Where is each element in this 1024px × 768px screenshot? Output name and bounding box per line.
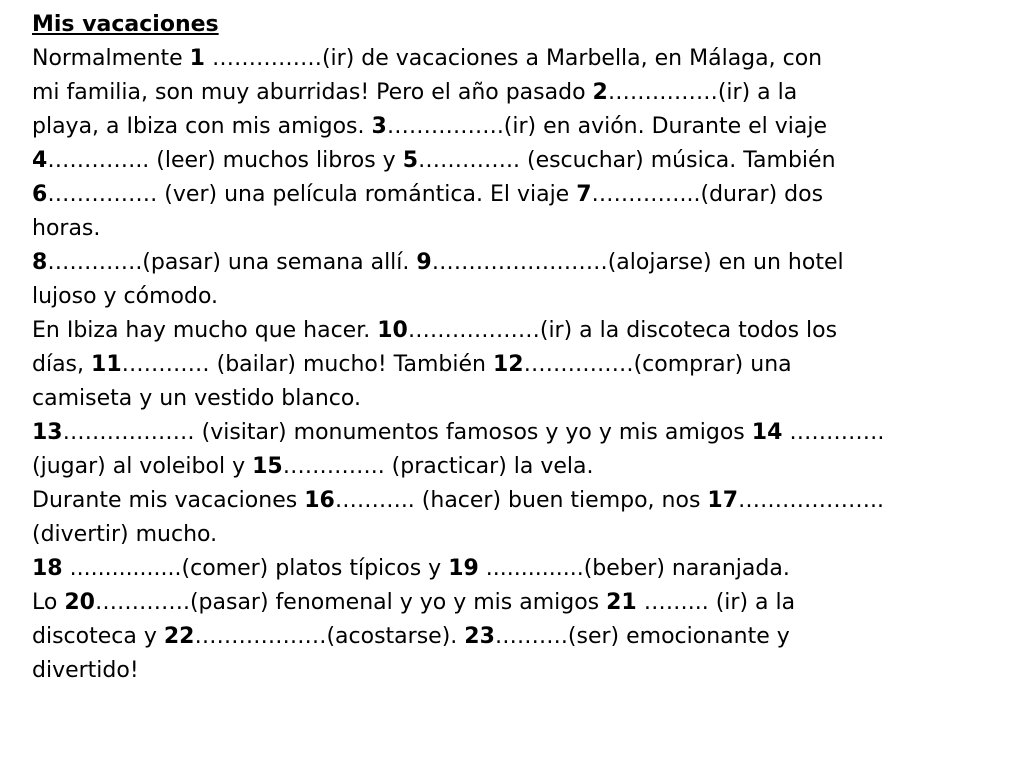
text-segment: Normalmente: [32, 46, 190, 71]
text-line: [32, 348, 992, 382]
text-segment: ………… (bailar) mucho! También: [121, 352, 493, 377]
text-segment: ................(comer) platos típicos y: [62, 556, 449, 581]
text-segment: ………………(acostarse).: [194, 624, 465, 649]
question-number: 11: [91, 352, 122, 377]
question-number: 8: [32, 250, 48, 275]
text-segment: ……………… (visitar) monumentos famosos y yo y mis amigos: [62, 420, 752, 445]
text-line: [32, 280, 992, 314]
text-segment: ……………………(alojarse) en un hotel: [431, 250, 844, 275]
question-number: 16: [304, 488, 335, 513]
text-segment: divertido!: [32, 658, 139, 683]
question-number: 2: [592, 80, 608, 105]
text-segment: ..............(beber) naranjada.: [478, 556, 790, 581]
text-segment: ………………(ir) a la discoteca todos los: [407, 318, 838, 343]
question-number: 21: [606, 590, 637, 615]
text-line: [32, 144, 992, 178]
text-line: [32, 416, 992, 450]
text-segment: ………………..: [738, 488, 885, 513]
question-number: 7: [576, 182, 592, 207]
question-number: 20: [64, 590, 95, 615]
text-segment: ……………(ir) de vacaciones a Marbella, en Málaga, con: [204, 46, 823, 71]
text-segment: playa, a Ibiza con mis amigos.: [32, 114, 372, 139]
question-number: 9: [416, 250, 432, 275]
text-segment: (divertir) mucho.: [32, 522, 218, 547]
text-segment: ……... (ir) a la: [636, 590, 796, 615]
question-number: 19: [448, 556, 479, 581]
text-line: [32, 654, 992, 688]
text-segment: días,: [32, 352, 92, 377]
text-segment: ………….. (leer) muchos libros y: [47, 148, 403, 173]
text-segment: (jugar) al voleibol y: [32, 454, 253, 479]
text-segment: horas.: [32, 216, 101, 241]
question-number: 17: [707, 488, 739, 513]
text-line: [32, 212, 992, 246]
question-number: 18: [32, 556, 63, 581]
text-segment: …………… (ver) una película romántica. El viaje: [47, 182, 577, 207]
text-line: [32, 76, 992, 110]
text-segment: ……….. (hacer) buen tiempo, nos: [334, 488, 708, 513]
question-number: 6: [32, 182, 48, 207]
question-number: 3: [371, 114, 387, 139]
question-number: 4: [32, 148, 48, 173]
text-segment: En Ibiza hay mucho que hacer.: [32, 318, 378, 343]
text-segment: lujoso y cómodo.: [32, 284, 219, 309]
text-line: [32, 552, 992, 586]
question-number: 12: [492, 352, 524, 377]
text-segment: ……………(ir) a la: [607, 80, 798, 105]
text-line: [32, 450, 992, 484]
text-line: [32, 246, 992, 280]
text-segment: mi familia, son muy aburridas! Pero el año pasado: [32, 80, 593, 105]
worksheet: [32, 8, 992, 688]
text-segment: Durante mis vacaciones: [32, 488, 305, 513]
text-segment: ………….(pasar) fenomenal y yo y mis amigos: [94, 590, 607, 615]
text-segment: ………….: [782, 420, 885, 445]
question-number: 22: [163, 624, 195, 649]
question-number: 5: [402, 148, 418, 173]
text-line: [32, 42, 992, 76]
text-line: [32, 314, 992, 348]
text-segment: Lo: [32, 590, 65, 615]
text-segment: ………….. (escuchar) música. También: [418, 148, 836, 173]
question-number: 23: [464, 624, 495, 649]
worksheet-title: Mis vacaciones: [32, 12, 219, 37]
text-segment: ………….(pasar) una semana allí.: [47, 250, 417, 275]
question-number: 1: [189, 46, 205, 71]
text-line: [32, 110, 992, 144]
text-segment: ………….. (practicar) la vela.: [282, 454, 594, 479]
text-segment: …………….(ir) en avión. Durante el viaje: [386, 114, 828, 139]
text-segment: camiseta y un vestido blanco.: [32, 386, 361, 411]
worksheet-body: [32, 42, 992, 688]
text-line: [32, 484, 992, 518]
text-line: [32, 382, 992, 416]
question-number: 13: [32, 420, 63, 445]
text-segment: ……………(comprar) una: [523, 352, 792, 377]
text-line: [32, 518, 992, 552]
text-line: [32, 620, 992, 654]
question-number: 14: [751, 420, 783, 445]
question-number: 10: [377, 318, 408, 343]
question-number: 15: [252, 454, 283, 479]
text-segment: discoteca y: [32, 624, 164, 649]
text-segment: …………...(durar) dos: [591, 182, 824, 207]
text-segment: ……….(ser) emocionante y: [494, 624, 790, 649]
text-line: [32, 178, 992, 212]
text-line: [32, 586, 992, 620]
